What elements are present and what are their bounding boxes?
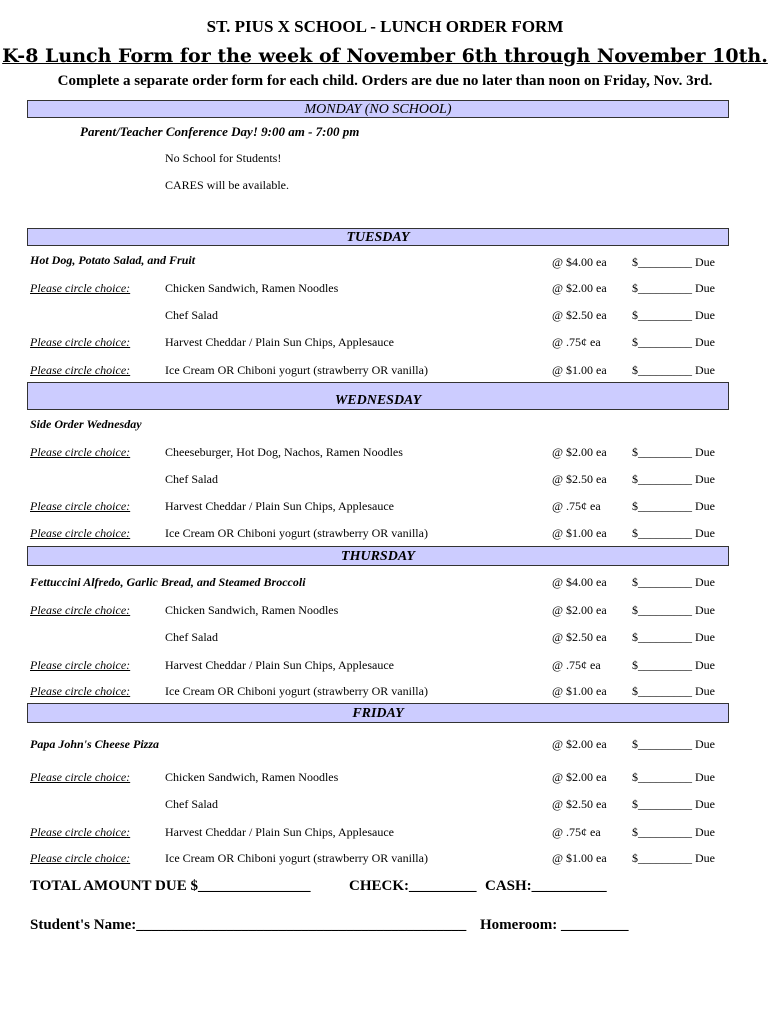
friday-row3-item: Harvest Cheddar / Plain Sun Chips, Applesauce: [165, 825, 394, 839]
friday-row3-price: @ .75¢ ea: [552, 825, 601, 839]
form-instructions: Complete a separate order form for each child. Orders are due no later than noon on Friday, Nov. 3rd.: [57, 73, 713, 89]
wednesday-row4-item: Ice Cream OR Chiboni yogurt (strawberry OR vanilla): [165, 526, 428, 540]
thursday-row2-price: @ $2.50 ea: [552, 630, 607, 644]
thursday-row1-due-field[interactable]: $_________ Due: [632, 603, 715, 617]
form-subtitle: K-8 Lunch Form for the week of November 6th through November 10th.: [2, 45, 768, 67]
friday-main-item: Papa John's Cheese Pizza: [30, 737, 160, 751]
tuesday-row3-item: Harvest Cheddar / Plain Sun Chips, Applesauce: [165, 335, 394, 349]
wednesday-row1-due-field[interactable]: $_________ Due: [632, 445, 715, 459]
day-header-wednesday: WEDNESDAY: [27, 382, 729, 410]
wednesday-row3-due-field[interactable]: $_________ Due: [632, 499, 715, 513]
friday-row1-due-field[interactable]: $_________ Due: [632, 770, 715, 784]
day-header-tuesday: TUESDAY: [27, 228, 729, 246]
wednesday-row3-circle-label: Please circle choice:: [30, 499, 131, 513]
friday-row1-price: @ $2.00 ea: [552, 770, 607, 784]
friday-row4-circle-label: Please circle choice:: [30, 851, 131, 865]
friday-row1-circle-label: Please circle choice:: [30, 770, 131, 784]
monday-note-no-school: No School for Students!: [165, 151, 282, 165]
wednesday-row1-circle-label: Please circle choice:: [30, 445, 131, 459]
thursday-row2-due-field[interactable]: $_________ Due: [632, 630, 715, 644]
tuesday-row4-item: Ice Cream OR Chiboni yogurt (strawberry OR vanilla): [165, 363, 428, 377]
wednesday-row3-item: Harvest Cheddar / Plain Sun Chips, Applesauce: [165, 499, 394, 513]
tuesday-row1-circle-label: Please circle choice:: [30, 281, 131, 295]
wednesday-row2-item: Chef Salad: [165, 472, 218, 486]
tuesday-row2-due-field[interactable]: $_________ Due: [632, 308, 715, 322]
tuesday-row1-due-field[interactable]: $_________ Due: [632, 281, 715, 295]
wednesday-main-item: Side Order Wednesday: [30, 417, 142, 431]
thursday-row4-circle-label: Please circle choice:: [30, 684, 131, 698]
wednesday-row2-due-field[interactable]: $_________ Due: [632, 472, 715, 486]
wednesday-row1-item: Cheeseburger, Hot Dog, Nachos, Ramen Noodles: [165, 445, 403, 459]
thursday-main-due-field[interactable]: $_________ Due: [632, 575, 715, 589]
tuesday-main-item: Hot Dog, Potato Salad, and Fruit: [30, 253, 196, 267]
form-title: ST. PIUS X SCHOOL - LUNCH ORDER FORM: [206, 17, 564, 36]
thursday-row4-due-field[interactable]: $_________ Due: [632, 684, 715, 698]
thursday-main-price: @ $4.00 ea: [552, 575, 607, 589]
friday-main-price: @ $2.00 ea: [552, 737, 607, 751]
thursday-row3-price: @ .75¢ ea: [552, 658, 601, 672]
monday-event: Parent/Teacher Conference Day! 9:00 am - 7:00 pm: [80, 124, 360, 139]
tuesday-main-price: @ $4.00 ea: [552, 255, 607, 269]
thursday-row2-item: Chef Salad: [165, 630, 218, 644]
tuesday-main-due-field[interactable]: $_________ Due: [632, 255, 715, 269]
wednesday-row4-due-field[interactable]: $_________ Due: [632, 526, 715, 540]
homeroom-field[interactable]: Homeroom: _________: [480, 917, 629, 933]
tuesday-row2-price: @ $2.50 ea: [552, 308, 607, 322]
thursday-row4-item: Ice Cream OR Chiboni yogurt (strawberry OR vanilla): [165, 684, 428, 698]
tuesday-row4-circle-label: Please circle choice:: [30, 363, 131, 377]
friday-row3-circle-label: Please circle choice:: [30, 825, 131, 839]
friday-row3-due-field[interactable]: $_________ Due: [632, 825, 715, 839]
friday-row4-due-field[interactable]: $_________ Due: [632, 851, 715, 865]
tuesday-row3-price: @ .75¢ ea: [552, 335, 601, 349]
thursday-row3-circle-label: Please circle choice:: [30, 658, 131, 672]
wednesday-row4-price: @ $1.00 ea: [552, 526, 607, 540]
thursday-row1-item: Chicken Sandwich, Ramen Noodles: [165, 603, 339, 617]
thursday-row4-price: @ $1.00 ea: [552, 684, 607, 698]
thursday-row1-circle-label: Please circle choice:: [30, 603, 131, 617]
student-name-field[interactable]: Student's Name:____________________________________________: [30, 917, 467, 933]
thursday-row3-item: Harvest Cheddar / Plain Sun Chips, Applesauce: [165, 658, 394, 672]
day-header-thursday: THURSDAY: [27, 546, 729, 566]
monday-note-cares: CARES will be available.: [165, 178, 289, 192]
friday-row2-due-field[interactable]: $_________ Due: [632, 797, 715, 811]
wednesday-row1-price: @ $2.00 ea: [552, 445, 607, 459]
day-header-friday: FRIDAY: [27, 703, 729, 723]
friday-row2-item: Chef Salad: [165, 797, 218, 811]
tuesday-row4-price: @ $1.00 ea: [552, 363, 607, 377]
wednesday-row3-price: @ .75¢ ea: [552, 499, 601, 513]
thursday-main-item: Fettuccini Alfredo, Garlic Bread, and Steamed Broccoli: [30, 575, 306, 589]
friday-row4-price: @ $1.00 ea: [552, 851, 607, 865]
wednesday-row2-price: @ $2.50 ea: [552, 472, 607, 486]
friday-row4-item: Ice Cream OR Chiboni yogurt (strawberry OR vanilla): [165, 851, 428, 865]
total-amount-due-field[interactable]: TOTAL AMOUNT DUE $_______________: [30, 878, 311, 894]
tuesday-row4-due-field[interactable]: $_________ Due: [632, 363, 715, 377]
tuesday-row1-price: @ $2.00 ea: [552, 281, 607, 295]
friday-main-due-field[interactable]: $_________ Due: [632, 737, 715, 751]
day-header-monday: MONDAY (NO SCHOOL): [27, 100, 729, 118]
check-field[interactable]: CHECK:_________: [349, 878, 477, 894]
tuesday-row3-due-field[interactable]: $_________ Due: [632, 335, 715, 349]
cash-field[interactable]: CASH:__________: [485, 878, 607, 894]
friday-row1-item: Chicken Sandwich, Ramen Noodles: [165, 770, 339, 784]
thursday-row3-due-field[interactable]: $_________ Due: [632, 658, 715, 672]
tuesday-row1-item: Chicken Sandwich, Ramen Noodles: [165, 281, 339, 295]
thursday-row1-price: @ $2.00 ea: [552, 603, 607, 617]
wednesday-row4-circle-label: Please circle choice:: [30, 526, 131, 540]
tuesday-row2-item: Chef Salad: [165, 308, 218, 322]
tuesday-row3-circle-label: Please circle choice:: [30, 335, 131, 349]
friday-row2-price: @ $2.50 ea: [552, 797, 607, 811]
